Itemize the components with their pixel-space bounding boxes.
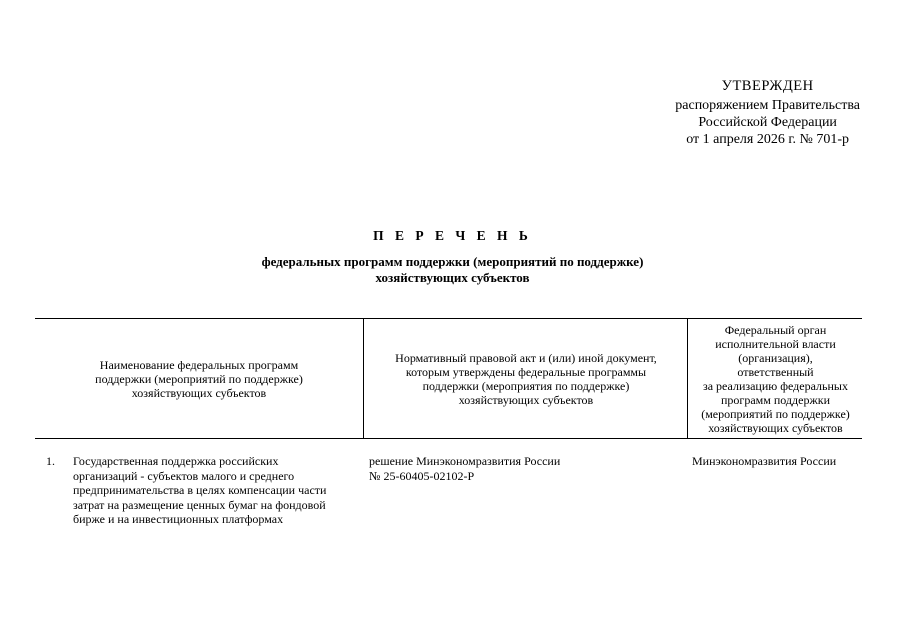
subtitle-line-1: федеральных программ поддержки (мероприятий по поддержке) [261,254,644,269]
legal-act-cell [369,454,609,483]
approval-line-1: распоряжением Правительства [675,98,860,113]
approval-line-2: Российской Федерации [698,115,837,130]
header-line: хозяйствующих субъектов [458,392,594,407]
header-line: ответственный [737,364,814,379]
cell-line: бирже и на инвестиционных платформах [73,512,284,526]
header-line: хозяйствующих субъектов [131,385,267,400]
header-line: хозяйствующих субъектов [708,420,843,435]
header-line: Нормативный правовой акт и (или) иной документ, [395,350,657,365]
header-legal-act [363,319,688,438]
table-row [35,439,862,529]
cell-line: Минэкономразвития России [692,454,837,468]
header-line: Федеральный орган [724,322,827,337]
header-authority [687,319,863,438]
cell-line: решение Минэкономразвития России [369,454,561,468]
header-line: которым утверждены федеральные программы [405,364,647,379]
header-line: поддержки (мероприятий по поддержке) [95,371,303,386]
programs-table [35,318,862,529]
cell-line: организаций - субъектов малого и среднего [73,468,295,483]
cell-line: № 25-60405-02102-Р [369,468,475,483]
row-number: 1. [46,454,55,468]
header-line: за реализацию федеральных [702,378,848,393]
subtitle-line-2: хозяйствующих субъектов [375,270,530,285]
header-line: поддержки (мероприятия по поддержке) [422,378,630,393]
authority-cell [692,454,862,469]
header-line: программ поддержки [720,392,830,407]
cell-line: предпринимательства в целях компенсации части [73,483,327,497]
cell-line: Государственная поддержка российских [73,454,279,468]
document-title: П Е Р Е Ч Е Н Ь [373,228,532,243]
header-line: Наименование федеральных программ [99,357,299,372]
document-subtitle [0,254,905,286]
header-line: (организация), [738,350,813,365]
approval-block [675,78,860,148]
header-program-name [35,319,363,438]
table-header [35,319,862,439]
header-line: (мероприятий по поддержке) [701,406,850,421]
header-line: исполнительной власти [715,336,836,351]
approval-status: УТВЕРЖДЕН [721,78,814,94]
program-name-cell [73,454,363,527]
cell-line: затрат на размещение ценных бумаг на фондовой [73,497,326,512]
approval-line-3: от 1 апреля 2026 г. № 701-р [686,132,850,147]
